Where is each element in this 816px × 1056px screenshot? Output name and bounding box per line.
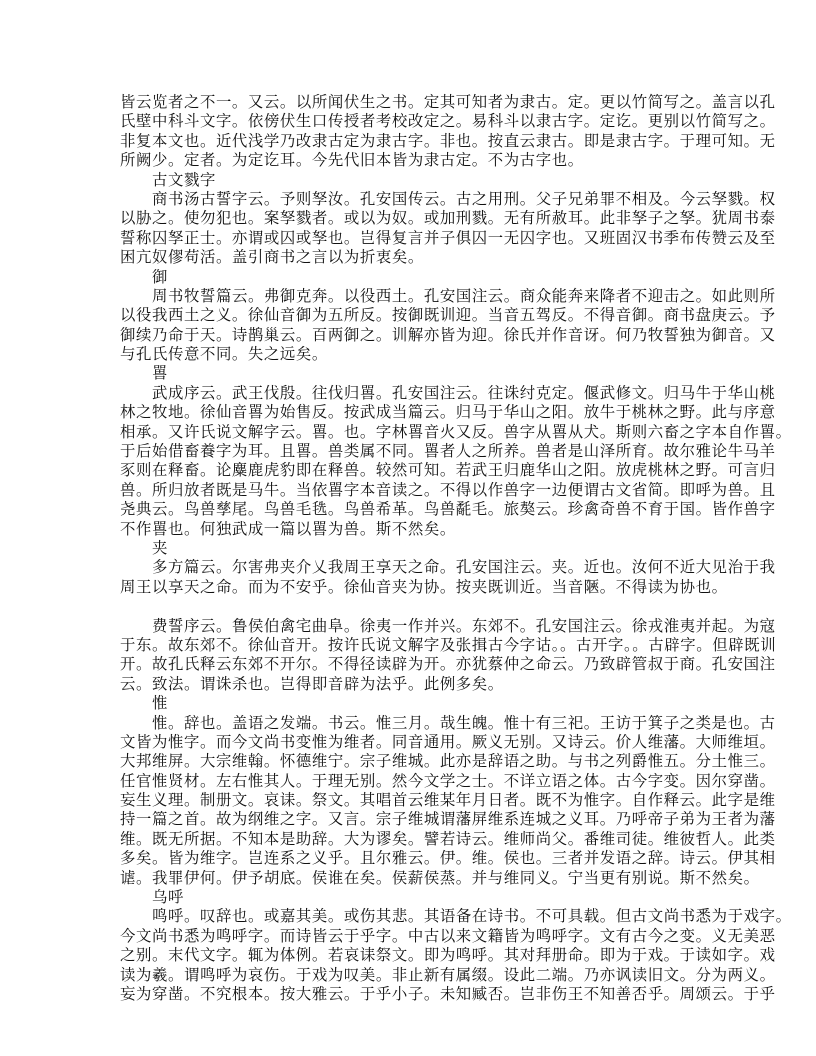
section [120, 364, 792, 539]
text-line: 不作嘼也。何独武成一篇以嘼为兽。斯不然矣。 [120, 519, 456, 538]
section [120, 597, 777, 694]
text-line: 持一篇之首。故为纲维之字。又言。宗子维城谓藩屏维系连城之义耳。乃呼帝子弟为王者为藩 [120, 810, 776, 829]
section [120, 694, 776, 888]
text-line: 兽。所归放者既是马牛。当依嘼字本音读之。不得以作兽字一边便谓古文省简。即呼为兽。且 [120, 480, 776, 499]
section [120, 888, 792, 1004]
text-line: 困亢奴僇苟活。盖引商书之言以为折衷矣。 [120, 248, 424, 267]
text-line: 鸣呼。叹辞也。或嘉其美。或伤其悲。其语备在诗书。不可具载。但古文尚书悉为于戏字。 [152, 907, 792, 926]
text-line: 与孔氏传意不同。失之远矣。 [120, 345, 328, 364]
text-line: 维。既无所据。不知本是助辞。大为谬矣。譬若诗云。维师尚父。番维司徒。维彼哲人。此类 [120, 829, 776, 848]
text-line: 以胁之。使勿犯也。案孥戮者。或以为奴。或加刑戮。无有所赦耳。此非孥子之孥。犹周书泰 [120, 209, 776, 228]
section [120, 170, 776, 268]
section-heading: 夹 [152, 538, 168, 557]
document-page [120, 93, 792, 1004]
text-line: 妄生义理。制册文。哀诔。祭文。其唱首云维某年月日者。既不为惟字。自作释云。此字是维 [120, 791, 776, 810]
section-heading: 惟 [152, 694, 168, 713]
text-line: 开。故孔氏释云东郊不开尔。不得径读辟为开。亦犹蔡仲之命云。乃致辟管叔于商。孔安国注 [120, 655, 776, 674]
text-line: 费誓序云。鲁侯伯禽宅曲阜。徐夷一作并兴。东郊不。孔安国注云。徐戎淮夷并起。为寇 [152, 616, 776, 635]
text-line: 林之牧地。徐仙音嘼为始售反。按武成当篇云。归马于华山之阳。放牛于桃林之野。此与序意 [120, 403, 776, 422]
text-line: 今文尚书悉为鸣呼字。而诗皆云于乎字。中古以来文籍皆为鸣呼字。文有古今之变。义无美恶 [120, 926, 776, 945]
text-line: 尧典云。鸟兽孳尾。鸟兽毛毨。鸟兽希革。鸟兽氄毛。旅獒云。珍禽奇兽不育于国。皆作兽字 [120, 500, 776, 519]
section [120, 267, 776, 365]
text-line: 豕则在释畜。论麋鹿虎豹即在释兽。较然可知。若武王归鹿华山之阳。放虎桃林之野。可言归 [120, 461, 776, 480]
text-line: 武成序云。武王伐殷。往伐归嘼。孔安国注云。往诛纣克定。偃武修文。归马牛于华山桃 [152, 383, 776, 402]
text-line: 氏壁中科斗文字。依傍伏生口传授者考校改定之。易科斗以隶古字。定讫。更别以竹简写之。 [120, 112, 776, 131]
text-line: 周书牧誓篇云。弗御克奔。以役西土。孔安国注云。商众能奔来降者不迎击之。如此则所 [152, 286, 776, 305]
text-line: 于后始借畜養字为耳。且嘼。兽类属不同。嘼者人之所养。兽者是山泽所育。故尔雅论牛马羊 [120, 442, 776, 461]
text-line: 多方篇云。尔害弗夹介乂我周王享天之命。孔安国注云。夹。近也。汝何不近大见治于我 [152, 558, 776, 577]
text-line: 非复本文也。近代浅学乃改隶古定为隶古字。非也。按直云隶古。即是隶古字。于理可知。无 [120, 131, 776, 150]
text-line: 皆云览者之不一。又云。以所闻伏生之书。定其可知者为隶古。定。更以竹简写之。盖言以孔 [120, 93, 776, 111]
text-line: 惟。辞也。盖语之发端。书云。惟三月。哉生魄。惟十有三祀。王访于箕子之类是也。古 [152, 713, 776, 732]
text-line: 妄为穿凿。不究根本。按大雅云。于乎小子。未知臧否。岂非伤王不知善否乎。周颂云。于乎 [120, 984, 776, 1003]
text-line: 大邦维屏。大宗维翰。怀德维宁。宗子维城。此亦是辞语之助。与书之列爵惟五。分土惟三。 [120, 752, 776, 771]
text-line: 相承。又许氏说文解字云。嘼。也。字林嘼音火又反。兽字从嘼从犬。斯则六畜之字本自作嘼。 [120, 422, 792, 441]
text-line: 任官惟贤材。左右惟其人。于理无别。然今文学之士。不详立语之体。古今字变。因尔穿凿。 [120, 771, 776, 790]
section-heading: 嘼 [152, 364, 168, 383]
text-line: 周王以享天之命。而为不安乎。徐仙音夹为协。按夹既训近。当音陿。不得读为协也。 [120, 577, 728, 596]
section [120, 93, 776, 171]
section-heading [120, 597, 710, 616]
text-line: 所阙少。定者。为定讫耳。今先代旧本皆为隶古定。不为古字也。 [120, 151, 584, 170]
text-line: 文皆为惟字。而今文尚书变惟为维者。同音通用。厥义无别。又诗云。价人维藩。大师维垣。 [120, 732, 776, 751]
section [120, 538, 776, 597]
text-line: 御续乃命于天。诗鹊巢云。百两御之。训解亦皆为迎。徐氏并作音讶。何乃牧誓独为御音。又 [120, 325, 776, 344]
text-line: 读为羲。谓鸣呼为哀伤。于戏为叹美。非止新有属缀。设此二端。乃亦讽读旧文。分为两义。 [120, 965, 776, 984]
text-line: 云。致法。谓诛杀也。岂得即音辟为法乎。此例多矣。 [120, 674, 504, 693]
text-line: 谑。我罪伊何。伊予胡底。侯谁在矣。侯薪侯蒸。并与维同义。宁当更有别说。斯不然矣。 [120, 868, 760, 887]
text-line: 于东。故东郊不。徐仙音开。按许氏说文解字及张揖古今字诂。。古开字。。古辟字。但辟既训 [120, 635, 777, 654]
section-heading: 古文戮字 [152, 170, 216, 189]
text-line: 以役我西土之义。徐仙音御为五所反。按御既训迎。当音五驾反。不得音御。商书盘庚云。予 [120, 306, 776, 325]
text-line: 之别。末代文字。辄为体例。若哀诔祭文。即为鸣呼。其对拜册命。即为于戏。于读如字。戏 [120, 946, 776, 965]
text-line: 多矣。皆为维字。岂连系之义乎。且尔雅云。伊。维。侯也。三者并发语之辞。诗云。伊其相 [120, 849, 776, 868]
text-line: 商书汤古誓字云。予则孥汝。孔安国传云。古之用刑。父子兄弟罪不相及。今云孥戮。权 [152, 189, 776, 208]
section-heading: 乌呼 [152, 888, 184, 907]
text-line: 誓称囚孥正士。亦谓或囚或孥也。岂得复言并子俱囚一无囚字也。又班固汉书季布传赞云及至 [120, 228, 776, 247]
section-heading: 御 [152, 267, 168, 286]
